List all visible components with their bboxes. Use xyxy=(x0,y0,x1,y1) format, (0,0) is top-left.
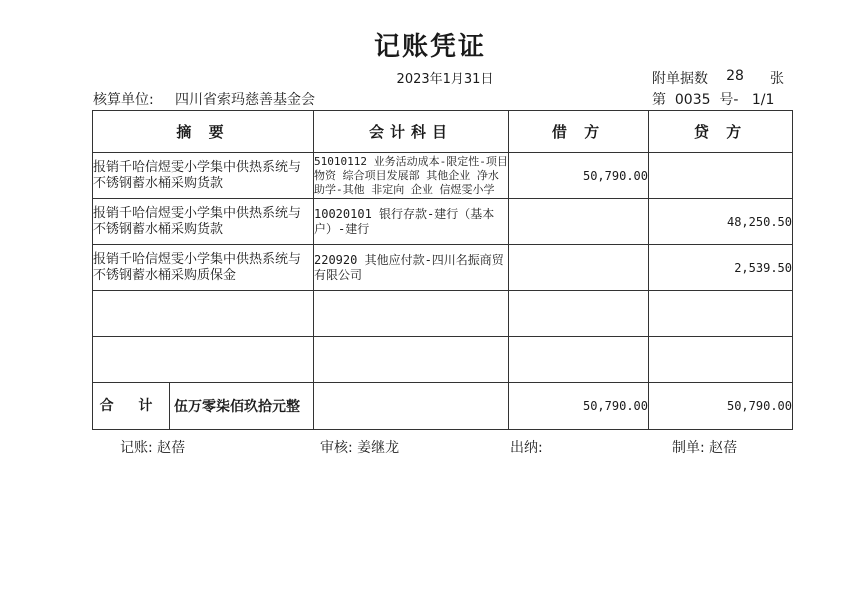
attachment-unit: 张 xyxy=(770,71,784,87)
row-summary xyxy=(93,291,314,337)
row-account xyxy=(314,291,509,337)
bookkeeper-signature: 记账: 赵蓓 xyxy=(120,440,186,456)
voucher-table xyxy=(92,110,793,430)
voucher-number: 第 0035 号- 1/1 xyxy=(652,92,775,108)
total-debit: 50,790.00 xyxy=(509,383,649,430)
voucher-title: 记账凭证 xyxy=(373,32,486,62)
column-header-account: 会计科目 xyxy=(314,111,509,153)
row-account: 220920 其他应付款-四川名振商贸有限公司 xyxy=(314,245,509,291)
total-words-spill xyxy=(314,383,509,430)
row-credit xyxy=(649,291,793,337)
row-debit xyxy=(509,337,649,383)
total-label: 合 计 xyxy=(93,383,170,429)
total-row xyxy=(93,383,793,430)
cashier-signature: 出纳: xyxy=(510,440,543,456)
row-credit: 2,539.50 xyxy=(649,245,793,291)
row-summary: 报销千哈信煜雯小学集中供热系统与不锈钢蓄水桶采购质保金 xyxy=(93,245,314,291)
row-summary: 报销千哈信煜雯小学集中供热系统与不锈钢蓄水桶采购货款 xyxy=(93,199,314,245)
column-header-summary: 摘 要 xyxy=(93,111,314,153)
row-debit xyxy=(509,245,649,291)
column-header-credit: 贷 方 xyxy=(649,111,793,153)
row-debit xyxy=(509,199,649,245)
row-account xyxy=(314,337,509,383)
attachment-count: 28 xyxy=(726,68,744,84)
row-summary: 报销千哈信煜雯小学集中供热系统与不锈钢蓄水桶采购货款 xyxy=(93,153,314,199)
table-row xyxy=(93,337,793,383)
row-credit xyxy=(649,153,793,199)
row-debit: 50,790.00 xyxy=(509,153,649,199)
row-account: 51010112 业务活动成本-限定性-项目物资 综合项目发展部 其他企业 净水助学-其他 非定向 企业 信煜雯小学 xyxy=(314,153,509,199)
attachment-label: 附单据数 xyxy=(652,71,708,87)
table-row xyxy=(93,153,793,199)
total-credit: 50,790.00 xyxy=(649,383,793,430)
total-amount-words: 伍万零柒佰玖拾元整 xyxy=(174,399,300,415)
table-row xyxy=(93,245,793,291)
accounting-unit-name: 四川省索玛慈善基金会 xyxy=(175,92,315,108)
voucher-date: 2023年1月31日 xyxy=(396,72,494,87)
reviewer-signature: 审核: 姜继龙 xyxy=(320,440,400,456)
table-header-row xyxy=(93,111,793,153)
table-row xyxy=(93,291,793,337)
row-credit xyxy=(649,337,793,383)
column-header-debit: 借 方 xyxy=(509,111,649,153)
preparer-signature: 制单: 赵蓓 xyxy=(672,440,738,456)
accounting-unit-label: 核算单位: xyxy=(93,92,154,108)
row-account: 10020101 银行存款-建行（基本户）-建行 xyxy=(314,199,509,245)
total-cell xyxy=(93,383,314,430)
row-debit xyxy=(509,291,649,337)
row-summary xyxy=(93,337,314,383)
table-row xyxy=(93,199,793,245)
row-credit: 48,250.50 xyxy=(649,199,793,245)
